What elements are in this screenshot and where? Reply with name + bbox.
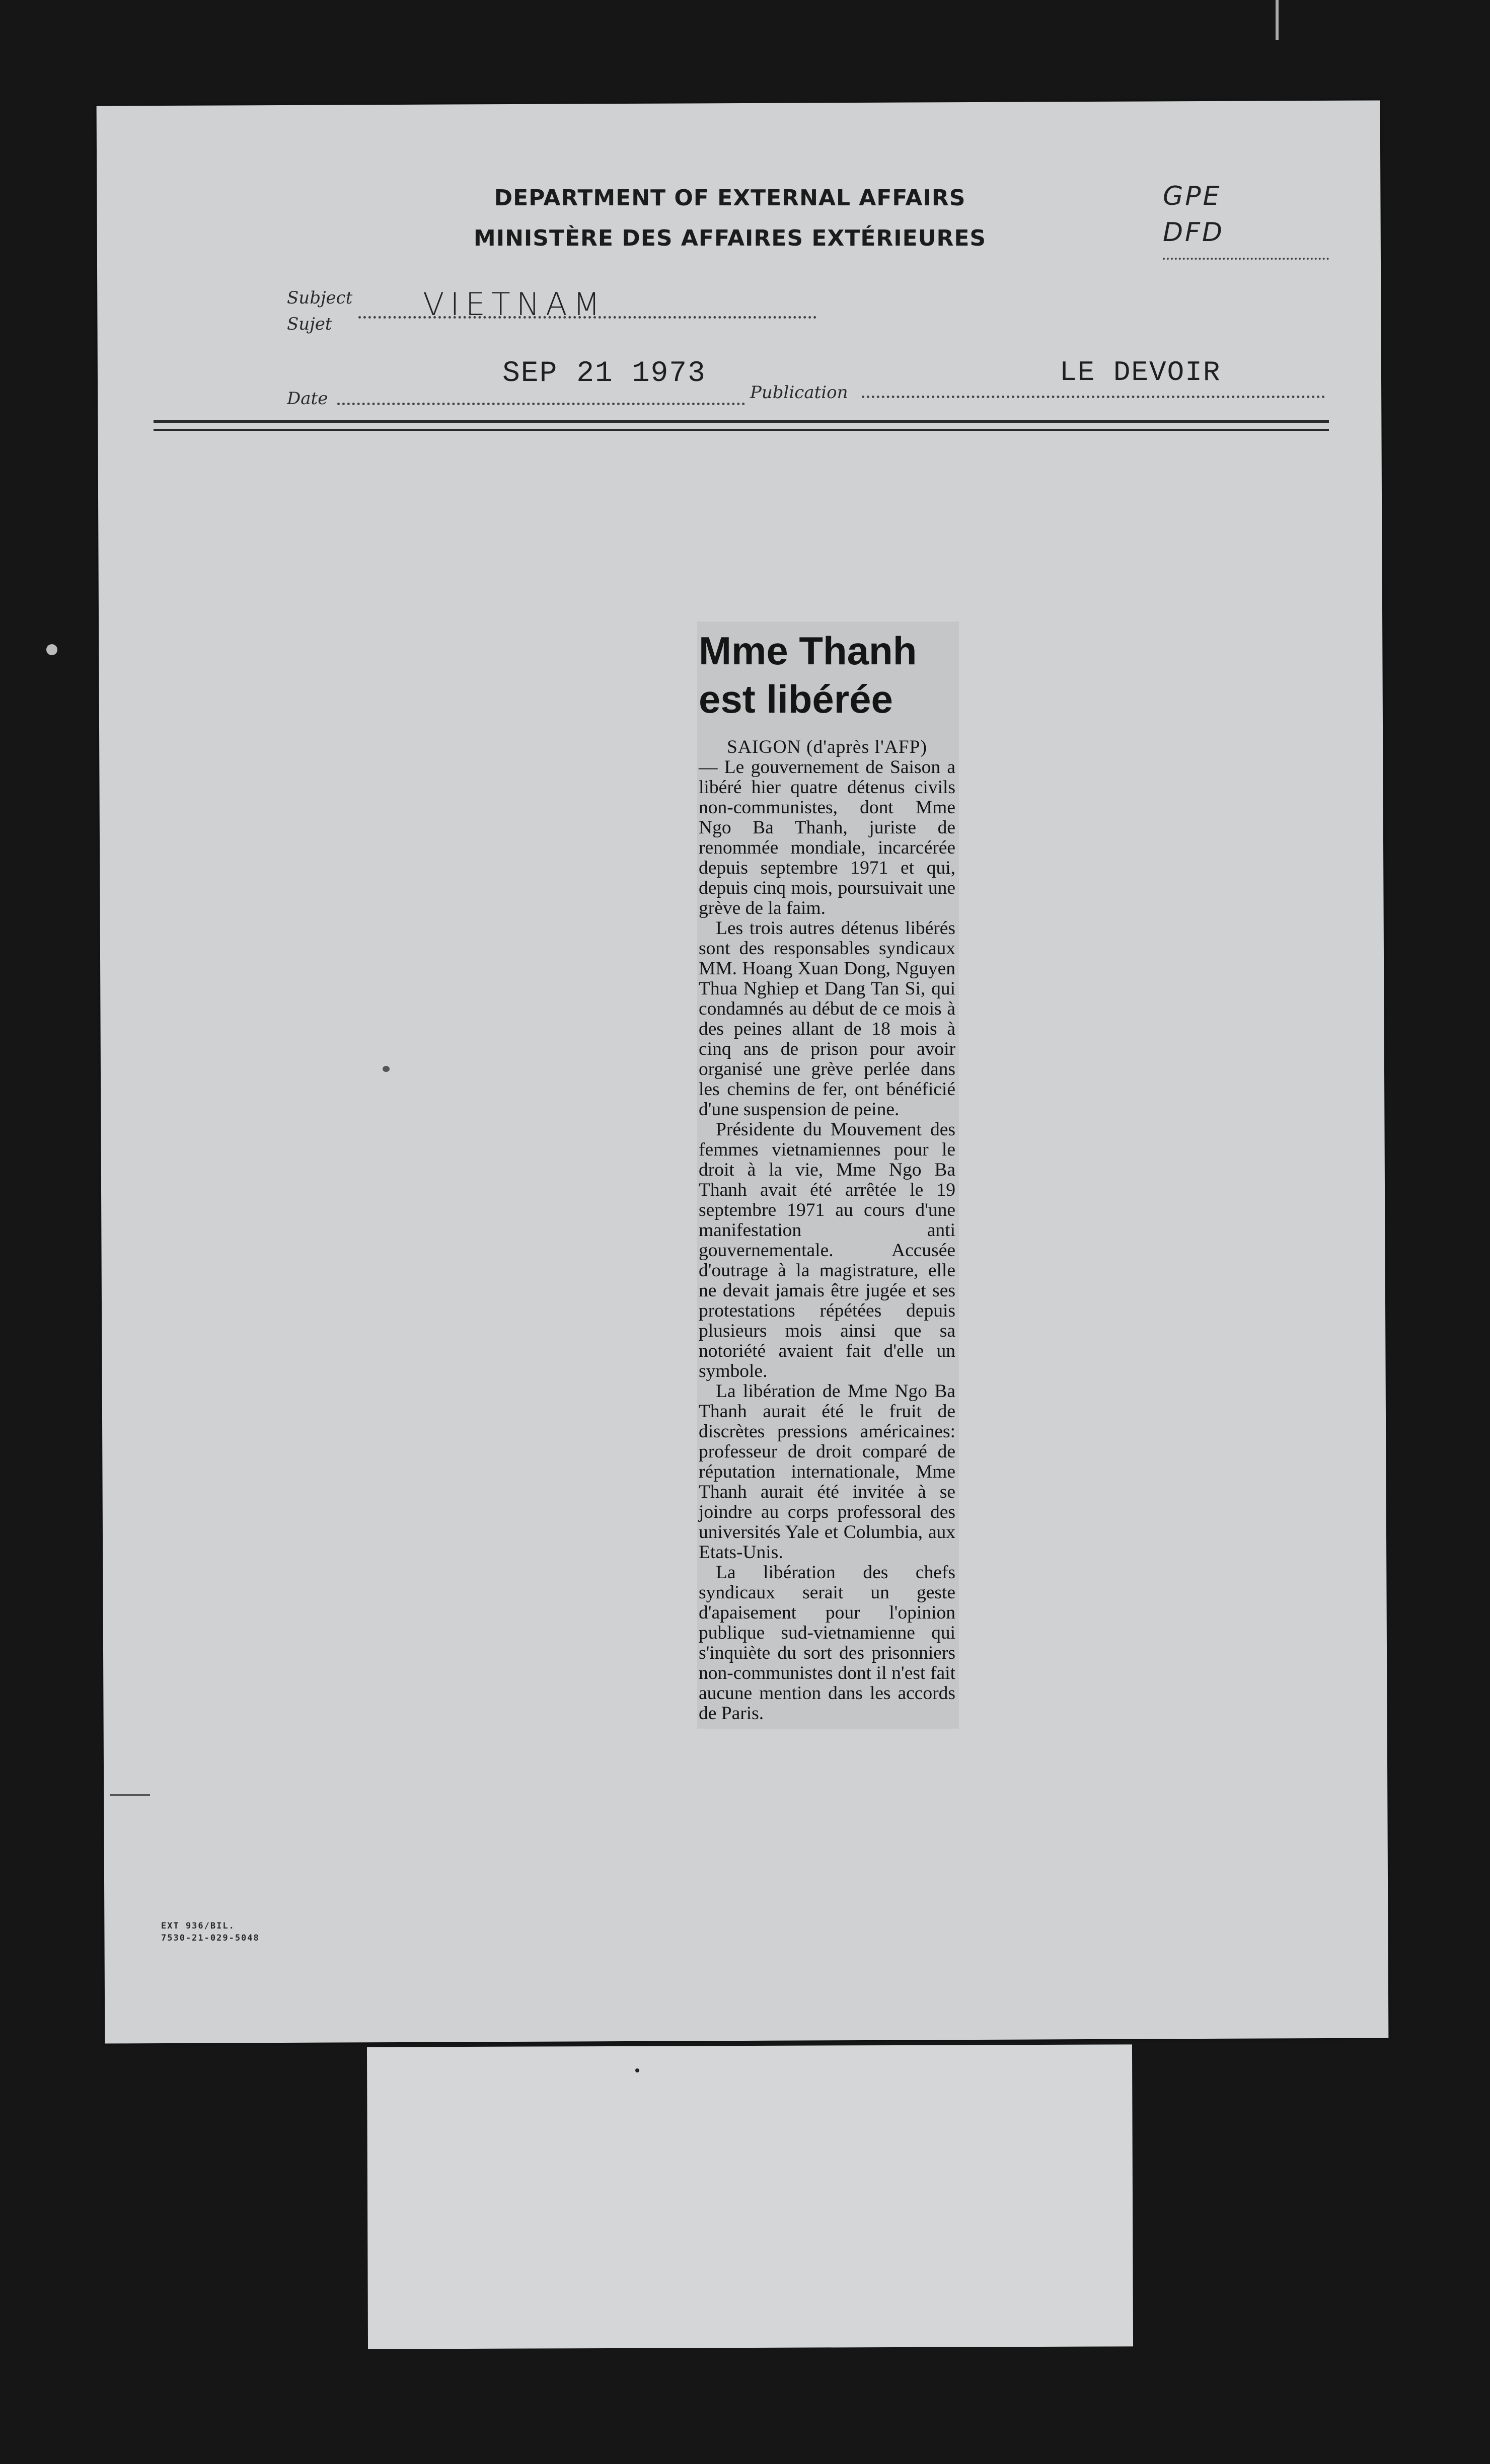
subject-dotted-line (358, 316, 816, 319)
date-label: Date (287, 389, 328, 409)
form-code (161, 1920, 260, 1944)
subject-value: VIETNAM (423, 286, 607, 323)
header-rule-bottom (154, 429, 1329, 431)
article-dateline: SAIGON (d'après l'AFP) (727, 737, 927, 757)
speck-mark-2 (635, 2068, 639, 2072)
speck-mark-3 (383, 1066, 390, 1072)
date-stamp: SEP 21 1973 (502, 357, 706, 390)
margin-mark (110, 1794, 150, 1796)
speck-mark (46, 644, 57, 655)
subject-label: Subject (287, 288, 353, 308)
edge-mark (1276, 0, 1279, 40)
blank-slip (367, 2044, 1133, 2349)
header-rule-top (154, 420, 1329, 423)
headline-line-2: est libérée (699, 677, 893, 721)
publication-label: Publication (750, 382, 848, 403)
clipping-article (699, 737, 955, 1724)
form-code-line-1: EXT 936/BIL. (161, 1921, 235, 1931)
department-title: DEPARTMENT OF EXTERNAL AFFAIRS (494, 185, 966, 211)
publication-dotted-line (862, 396, 1325, 398)
clipping-headline (699, 627, 960, 723)
publication-stamp: LE DEVOIR (1060, 356, 1221, 389)
article-paragraph-1: — Le gouvernement de Saison a libéré hier quatre détenus civils non-communistes, dont Mme Ngo Ba Thanh, juriste de renommée mondiale, incarcérée depuis septembre 1971 et qui, depuis cinq mois, poursuivait une grève de la faim. (699, 757, 955, 918)
routing-dotted-line (1163, 258, 1329, 260)
article-paragraph-3: Présidente du Mouvement des femmes vietnamiennes pour le droit à la vie, Mme Ngo Ba Thanh avait été arrêtée le 19 septembre 1971 au cours d'une manifestation anti gouvernementale. Accusée d'outrage à la magistrature, elle ne devait jamais être jugée et ses protestations répétées depuis plusieurs mois ainsi que sa notoriété avaient fait d'elle un symbole. (699, 1119, 955, 1381)
article-paragraph-2: Les trois autres détenus libérés sont des responsables syndicaux MM. Hoang Xuan Dong, Nguyen Thua Nghiep et Dang Tan Si, qui condamnés au début de ce mois à des peines allant de 18 mois à cinq ans de prison pour avoir organisé une grève perlée dans les chemins de fer, ont bénéficié d'une suspension de peine. (699, 918, 955, 1120)
routing-code-gpe: GPE (1163, 181, 1222, 211)
form-code-line-2: 7530-21-029-5048 (161, 1933, 260, 1943)
date-dotted-line (337, 403, 745, 405)
routing-code-dfd: DFD (1163, 217, 1224, 248)
ministere-title: MINISTÈRE DES AFFAIRES EXTÉRIEURES (473, 225, 987, 251)
headline-line-1: Mme Thanh (699, 629, 917, 673)
article-paragraph-4: La libération de Mme Ngo Ba Thanh aurait été le fruit de discrètes pressions américaines: professeur de droit comparé de réputation internationale, Mme Thanh aurait été invitée à se joindre au corps professoral des universités Yale et Columbia, aux Etats-Unis. (699, 1381, 955, 1563)
article-paragraph-5: La libération des chefs syndicaux serait un geste d'apaisement pour l'opinion publique sud-vietnamienne qui s'inquiète du sort des prisonniers non-communistes dont il n'est fait aucune mention dans les accords de Paris. (699, 1562, 955, 1724)
sujet-label: Sujet (287, 314, 332, 334)
